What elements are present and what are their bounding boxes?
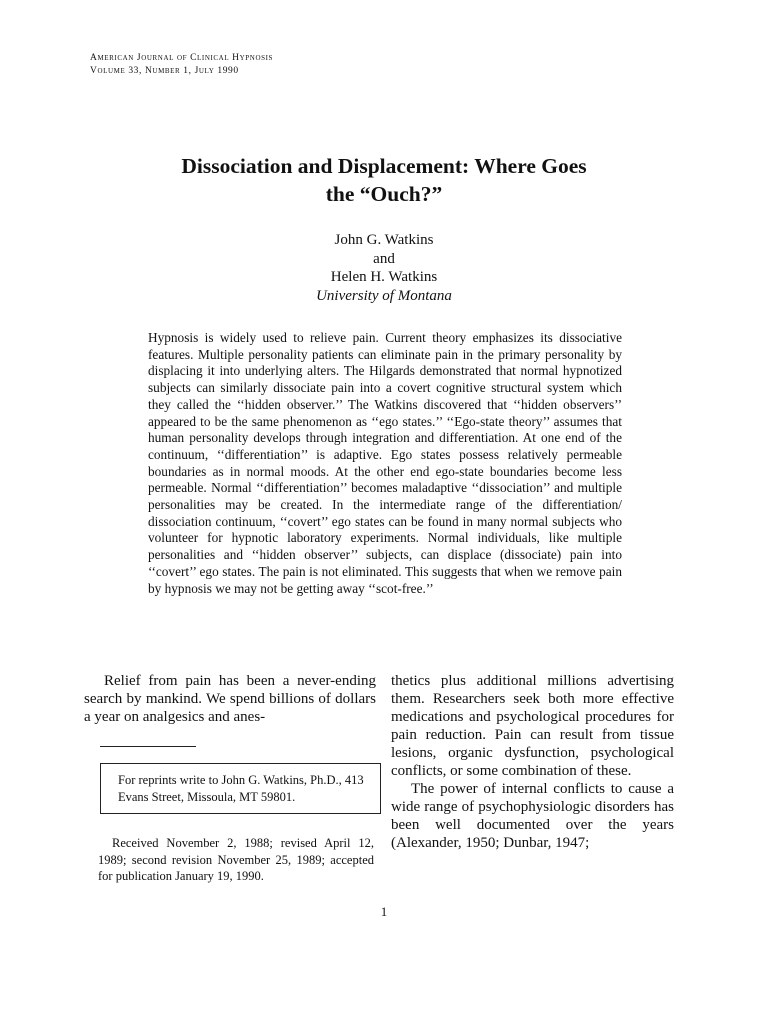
author-1: John G. Watkins [334,232,434,248]
running-head [90,52,273,78]
body-column-right [391,672,674,852]
body-paragraph: Relief from pain has been a never-ending search by mankind. We spend billions of dollars a year on analgesics and anes- [84,673,376,725]
body-paragraph: The power of internal conflicts to cause a wide range of psychophysiologic disorders has been well documented over the years (Alexander, 1950; Dunbar, 1947; [391,781,674,851]
volume-issue: Volume 33, Number 1, July 1990 [90,66,239,76]
title-line-2: the “Ouch?” [325,182,443,206]
footnote-divider [100,746,196,747]
abstract: Hypnosis is widely used to relieve pain. Current theory emphasizes its dissociative features. Multiple personality patients can eliminate pain in the primary personality by displacing it into underlying alters. The Hilgards demonstrated that normal hypnotized subjects can similarly dissociate pain into a covert cognitive structural system which they called the ‘‘hidden observer.’’ The Watkins discovered that ‘‘hidden observers’’ appeared to be the same phenomenon as ‘‘ego states.’’ ‘‘Ego-state theory’’ assumes that human personality develops through integration and differentiation. At one end of the continuum, ‘‘differentiation’’ is adaptive. Ego states possess relatively permeable boundaries as in normal moods. At the other end ego-state boundaries become less permeable. Normal ‘‘differentiation’’ becomes maladaptive ‘‘dissociation’’ and multiple personalities may be created. In the intermediate range of the differentiation/ dissociation continuum, ‘‘covert’’ ego states can be found in many normal subjects who volunteer for hypnotic laboratory experiments. Normal individuals, like multiple personalities and ‘‘hidden observer’’ subjects, can displace (dissociate) pain into ‘‘covert’’ ego states. The pain is not eliminated. This suggests that when we remove pain by hypnosis we may not be getting away ‘‘scot-free.’’ [148,330,622,596]
body-column-left [84,672,376,726]
author-block [110,231,658,305]
body-paragraph-continued: thetics plus additional millions advertising them. Researchers seek both more effective medications and psychological procedures for pain reduction. Pain can result from tissue lesions, organic dysfunction, psychological conflicts, or some combination of these. [391,673,674,779]
received-text: Received November 2, 1988; revised April 12, 1989; second revision November 25, 1989; accepted for publication January 19, 1990. [98,836,374,883]
article-title [110,152,658,208]
affiliation: University of Montana [316,287,452,304]
received-dates [98,835,374,885]
author-conjunction: and [373,250,395,267]
author-2: Helen H. Watkins [330,269,438,285]
title-line-1: Dissociation and Displacement: Where Goes [181,154,587,178]
journal-name: American Journal of Clinical Hypnosis [90,53,274,63]
reprint-notice: For reprints write to John G. Watkins, Ph.D., 413 Evans Street, Missoula, MT 59801. [100,763,381,814]
page-number: 1 [380,904,388,919]
